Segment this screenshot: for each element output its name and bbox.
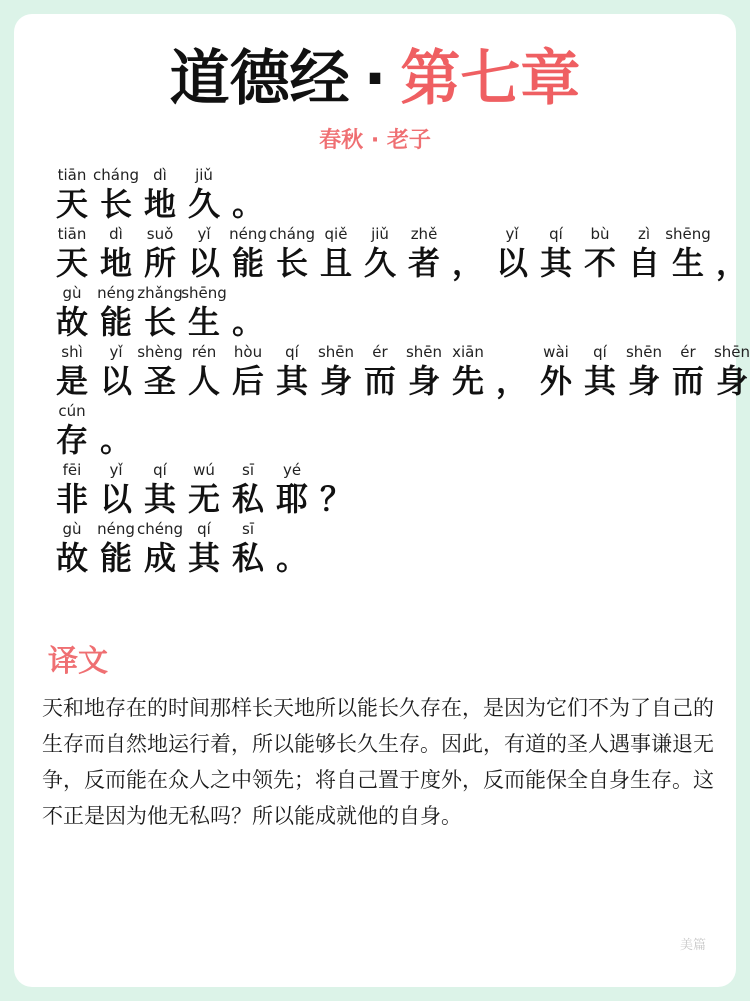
poem-character xyxy=(50,283,94,341)
hanzi: 外 xyxy=(539,362,572,400)
hanzi: 长 xyxy=(99,185,132,223)
poem-character xyxy=(446,342,490,400)
hanzi: 是 xyxy=(55,362,88,400)
hanzi: 无 xyxy=(187,480,220,518)
poem-character xyxy=(622,342,666,400)
poem-character xyxy=(50,460,94,518)
poem-character xyxy=(534,342,578,400)
pinyin: tiān xyxy=(57,166,87,184)
pinyin: shēng xyxy=(665,225,711,243)
hanzi: 以 xyxy=(99,362,132,400)
hanzi: 不 xyxy=(583,244,616,282)
hanzi: 以 xyxy=(99,480,132,518)
poem-character xyxy=(490,224,534,282)
page-title xyxy=(14,44,736,114)
pinyin: yǐ xyxy=(109,343,123,361)
pinyin: qí xyxy=(153,461,167,479)
pinyin: shēn xyxy=(405,343,443,361)
hanzi: 。 xyxy=(99,421,132,459)
pinyin: tiān xyxy=(57,225,87,243)
poem-character xyxy=(94,283,138,341)
hanzi: 长 xyxy=(143,303,176,341)
poem-character xyxy=(402,224,446,282)
hanzi: 久 xyxy=(187,185,220,223)
poem-line xyxy=(50,400,750,459)
pinyin: jiǔ xyxy=(371,225,389,243)
poem-character xyxy=(226,224,270,282)
poem-character xyxy=(182,224,226,282)
poem-character xyxy=(578,224,622,282)
poem-character xyxy=(50,401,94,459)
hanzi: 天 xyxy=(55,185,88,223)
pinyin: sī xyxy=(242,520,254,538)
poem-character xyxy=(578,342,622,400)
hanzi: 自 xyxy=(627,244,660,282)
title-chapter: 第七章 xyxy=(400,44,581,114)
pinyin: qí xyxy=(197,520,211,538)
pinyin: suǒ xyxy=(146,225,174,243)
pinyin: ér xyxy=(680,343,696,361)
poem-character xyxy=(226,342,270,400)
pinyin: dì xyxy=(109,225,123,243)
hanzi: 身 xyxy=(407,362,440,400)
pinyin: yé xyxy=(282,461,302,479)
pinyin: shì xyxy=(61,343,83,361)
hanzi: 者 xyxy=(407,244,440,282)
pinyin: wài xyxy=(543,343,569,361)
pinyin: cháng xyxy=(93,166,139,184)
poem-character xyxy=(314,342,358,400)
hanzi: 能 xyxy=(99,539,132,577)
poem-character xyxy=(50,165,94,223)
pinyin: yǐ xyxy=(109,461,123,479)
poem-character xyxy=(138,342,182,400)
pinyin: sī xyxy=(242,461,254,479)
poem-character xyxy=(314,224,358,282)
translation-text: 天和地存在的时间那样长天地所以能长久存在，是因为它们不为了自己的生存而自然地运行着，所以能够长久生存。因此，有道的圣人遇事谦退无争，反而能在众人之中领先；将自己置于度外，反而能保全自身生存。这不正是因为他无私吗？所以能成就他的自身。 xyxy=(42,696,714,828)
hanzi: 天 xyxy=(55,244,88,282)
poem-character xyxy=(226,460,270,518)
hanzi: 。 xyxy=(275,539,308,577)
poem-character xyxy=(182,460,226,518)
poem-with-pinyin xyxy=(50,164,750,577)
poem-character xyxy=(94,519,138,577)
hanzi: 以 xyxy=(187,244,220,282)
hanzi: 其 xyxy=(539,244,572,282)
pinyin: qí xyxy=(593,343,607,361)
hanzi: 私 xyxy=(231,539,264,577)
poem-line xyxy=(50,341,750,400)
pinyin: gù xyxy=(62,284,82,302)
pinyin: xiān xyxy=(452,343,484,361)
poem-character xyxy=(710,342,750,400)
hanzi: 地 xyxy=(99,244,132,282)
hanzi: ， xyxy=(451,244,484,282)
poem-character xyxy=(534,224,578,282)
poem-character xyxy=(94,342,138,400)
pinyin: wú xyxy=(193,461,215,479)
poem-character xyxy=(94,460,138,518)
poem-character xyxy=(182,342,226,400)
hanzi: 身 xyxy=(627,362,660,400)
poem-character xyxy=(270,519,314,577)
pinyin: zì xyxy=(637,225,651,243)
translation-heading: 译文 xyxy=(48,644,108,679)
hanzi: 其 xyxy=(275,362,308,400)
poem-character xyxy=(226,165,270,223)
poem-character xyxy=(314,460,358,518)
hanzi: 其 xyxy=(583,362,616,400)
hanzi: 而 xyxy=(671,362,704,400)
hanzi: 非 xyxy=(55,480,88,518)
pinyin: qí xyxy=(285,343,299,361)
hanzi: 能 xyxy=(231,244,264,282)
hanzi: 而 xyxy=(363,362,396,400)
author-subtitle: 春秋 · 老子 xyxy=(319,128,431,153)
pinyin: shēn xyxy=(713,343,750,361)
hanzi: 且 xyxy=(319,244,352,282)
poem-character xyxy=(94,224,138,282)
poem-character xyxy=(358,224,402,282)
pinyin: gù xyxy=(62,520,82,538)
poem-line xyxy=(50,164,750,223)
hanzi: ， xyxy=(715,244,748,282)
hanzi: 其 xyxy=(187,539,220,577)
pinyin: jiǔ xyxy=(195,166,213,184)
poem-character xyxy=(138,283,182,341)
poem-character xyxy=(50,342,94,400)
poem-character xyxy=(182,519,226,577)
hanzi: ， xyxy=(495,362,528,400)
watermark-logo: 美篇 xyxy=(680,938,707,953)
poem-line xyxy=(50,223,750,282)
hanzi: 。 xyxy=(231,303,264,341)
poem-character xyxy=(358,342,402,400)
hanzi: 其 xyxy=(143,480,176,518)
hanzi: 以 xyxy=(495,244,528,282)
pinyin: néng xyxy=(97,284,135,302)
poem-character xyxy=(226,283,270,341)
poem-character xyxy=(226,519,270,577)
poem-character xyxy=(138,519,182,577)
pinyin: zhǎng xyxy=(137,284,183,302)
pinyin: shèng xyxy=(137,343,183,361)
pinyin: néng xyxy=(229,225,267,243)
hanzi: 身 xyxy=(715,362,748,400)
poem-character xyxy=(182,283,226,341)
poem-character xyxy=(270,342,314,400)
hanzi: 所 xyxy=(143,244,176,282)
poem-character xyxy=(138,224,182,282)
hanzi: 圣 xyxy=(143,362,176,400)
hanzi: 先 xyxy=(451,362,484,400)
hanzi: 地 xyxy=(143,185,176,223)
content-card xyxy=(14,14,750,987)
pinyin: néng xyxy=(97,520,135,538)
poem-character xyxy=(666,224,710,282)
hanzi: 。 xyxy=(231,185,264,223)
poem-line xyxy=(50,518,750,577)
poem-character xyxy=(94,165,138,223)
pinyin: fēi xyxy=(62,461,82,479)
pinyin: rén xyxy=(191,343,217,361)
hanzi: 后 xyxy=(231,362,264,400)
title-book: 道德经 xyxy=(169,44,350,114)
pinyin: dì xyxy=(153,166,167,184)
hanzi: 成 xyxy=(143,539,176,577)
pinyin: shēng xyxy=(181,284,227,302)
pinyin: hòu xyxy=(233,343,263,361)
pinyin: qiě xyxy=(324,225,348,243)
hanzi: 人 xyxy=(187,362,220,400)
poem-character xyxy=(270,224,314,282)
hanzi: ？ xyxy=(319,480,352,518)
poem-character xyxy=(94,401,138,459)
pinyin: cún xyxy=(58,402,86,420)
poem-character xyxy=(490,342,534,400)
pinyin: zhě xyxy=(410,225,438,243)
poem-character xyxy=(138,165,182,223)
hanzi: 耶 xyxy=(275,480,308,518)
hanzi: 长 xyxy=(275,244,308,282)
pinyin: cháng xyxy=(269,225,315,243)
poem-character xyxy=(50,224,94,282)
poem-character xyxy=(182,165,226,223)
title-separator: · xyxy=(363,44,387,114)
hanzi: 私 xyxy=(231,480,264,518)
poem-character xyxy=(622,224,666,282)
pinyin: bù xyxy=(590,225,610,243)
poem-character xyxy=(402,342,446,400)
pinyin: yǐ xyxy=(197,225,211,243)
hanzi: 故 xyxy=(55,539,88,577)
hanzi: 故 xyxy=(55,303,88,341)
hanzi: 能 xyxy=(99,303,132,341)
hanzi: 生 xyxy=(671,244,704,282)
pinyin: shēn xyxy=(625,343,663,361)
poem-character xyxy=(270,460,314,518)
pinyin: qí xyxy=(549,225,563,243)
poem-line xyxy=(50,459,750,518)
poem-line xyxy=(50,282,750,341)
poem-character xyxy=(666,342,710,400)
pinyin: chéng xyxy=(137,520,184,538)
poem-character xyxy=(138,460,182,518)
poem-character xyxy=(446,224,490,282)
hanzi: 生 xyxy=(187,303,220,341)
hanzi: 身 xyxy=(319,362,352,400)
hanzi: 存 xyxy=(55,421,88,459)
poem-character xyxy=(50,519,94,577)
poem-character xyxy=(710,224,750,282)
pinyin: shēn xyxy=(317,343,355,361)
hanzi: 久 xyxy=(363,244,396,282)
pinyin: ér xyxy=(372,343,388,361)
pinyin: yǐ xyxy=(505,225,519,243)
